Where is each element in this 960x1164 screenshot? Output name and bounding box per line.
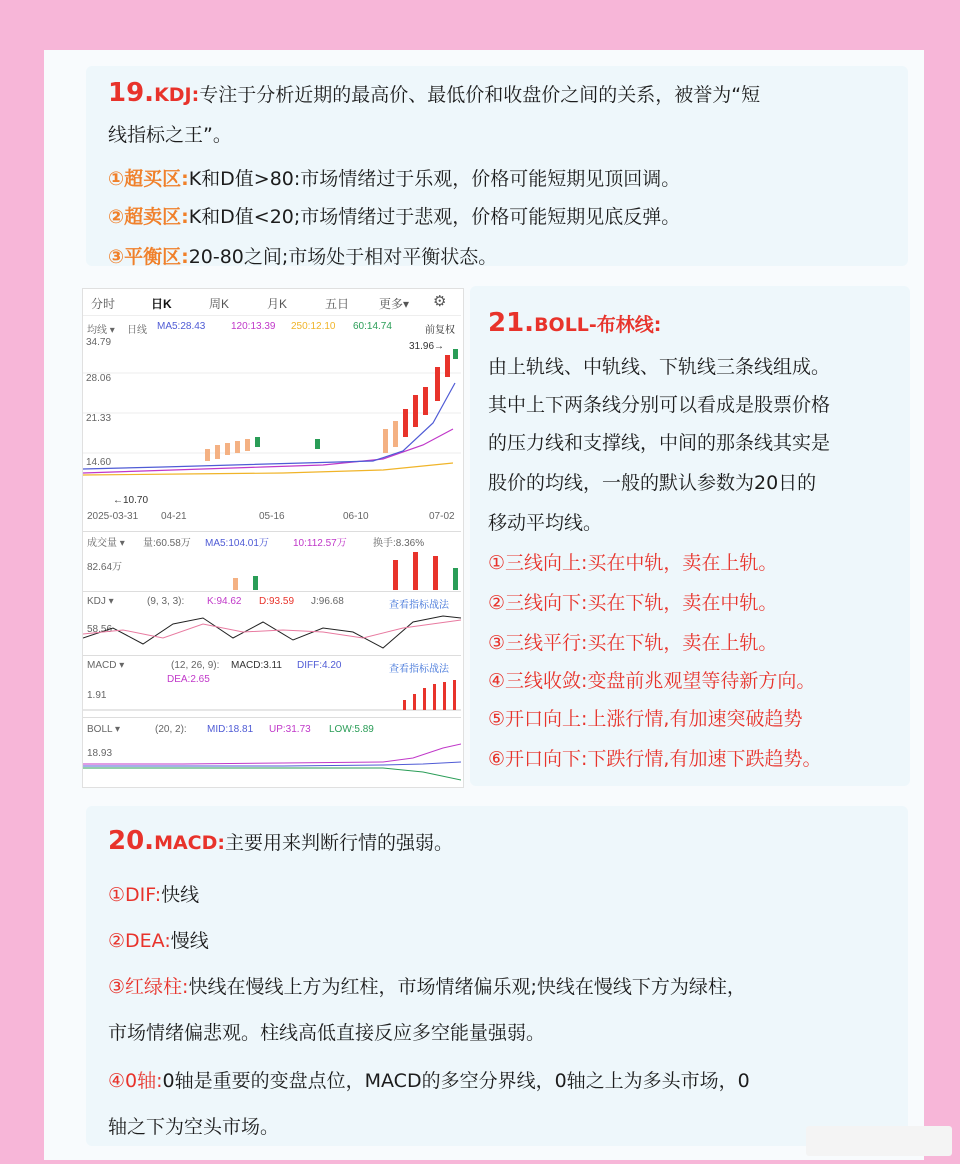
ma60-value: 60:14.74 — [353, 321, 392, 332]
boll-item: ①三线向上:买在中轨，卖在上轨。 — [488, 552, 778, 574]
macd-params: (12, 26, 9): — [171, 660, 220, 671]
macd-item2-text: 慢线 — [170, 930, 209, 952]
candle — [445, 355, 450, 377]
macd-panel — [83, 655, 461, 716]
macd-bar — [423, 688, 426, 710]
boll-desc-line: 的压力线和支撑线，中间的那条线其实是 — [488, 432, 831, 454]
boll-up-line — [83, 744, 461, 764]
kdj-d-value: D:93.59 — [259, 596, 295, 607]
tab-intraday[interactable]: 分时 — [91, 297, 116, 311]
boll-lines — [83, 738, 461, 784]
stock-chart-screenshot — [82, 288, 464, 788]
price-axis-label: 14.60 — [86, 457, 112, 468]
candle — [225, 443, 230, 455]
macd-item3-label: ③红绿柱: — [108, 976, 189, 998]
macd-heading — [108, 828, 453, 856]
macd-number: 20. — [108, 826, 155, 856]
macd-item4-label: ④0轴: — [108, 1070, 163, 1092]
ma250-line — [83, 463, 453, 475]
tab-more[interactable]: 更多▾ — [379, 297, 410, 311]
low-marker: ←10.70 — [113, 495, 149, 506]
macd-histogram — [83, 680, 461, 716]
ma5-value: MA5:28.43 — [157, 321, 206, 332]
kdj-item1-label: ①超买区: — [108, 168, 189, 190]
ma120-value: 120:13.39 — [231, 321, 276, 332]
candle — [423, 387, 428, 415]
volume-bar — [393, 560, 398, 590]
boll-number: 21. — [488, 308, 535, 338]
kdj-k-value: K:94.62 — [207, 596, 242, 607]
volume-bar — [433, 556, 438, 590]
tab-monthly-k[interactable]: 月K — [267, 297, 288, 311]
macd-item3-text-2: 市场情绪偏悲观。柱线高低直接反应多空能量强弱。 — [108, 1022, 546, 1044]
kdj-number: 19. — [108, 78, 155, 108]
kdj-selector[interactable]: KDJ ▾ — [87, 596, 114, 607]
volume-bars — [83, 548, 461, 590]
candle — [215, 445, 220, 459]
macd-view-link[interactable]: 查看指标战法 — [389, 664, 449, 675]
date-label: 06-10 — [343, 511, 369, 522]
adjust-mode[interactable]: 前复权 — [425, 325, 455, 336]
candlestick-chart — [83, 333, 461, 513]
kdj-name: KDJ: — [154, 84, 200, 106]
price-axis-label: 21.33 — [86, 413, 112, 424]
volume-bar — [253, 576, 258, 590]
boll-desc-line: 移动平均线。 — [488, 512, 603, 534]
candle — [235, 441, 240, 453]
kdj-item2-text: K和D值<20;市场情绪过于悲观，价格可能短期见底反弹。 — [188, 206, 681, 228]
date-label: 2025-03-31 — [87, 511, 139, 522]
kdj-item2-label: ②超卖区: — [108, 206, 189, 228]
candle — [255, 437, 260, 447]
macd-dea-value: DEA:2.65 — [167, 674, 210, 685]
kdj-desc-2: 线指标之王”。 — [108, 124, 232, 146]
volume-bar — [453, 568, 458, 590]
ma250-value: 250:12.10 — [291, 321, 336, 332]
boll-name: BOLL-布林线: — [534, 314, 662, 336]
kdj-params: (9, 3, 3): — [147, 596, 185, 607]
boll-item: ⑥开口向下:下跌行情,有加速下跌趋势。 — [488, 748, 822, 770]
macd-bar — [443, 682, 446, 710]
price-axis-label: 34.79 — [86, 337, 112, 348]
tab-five-day[interactable]: 五日 — [325, 297, 350, 311]
kdj-item-oversold — [108, 204, 680, 230]
boll-heading — [488, 310, 661, 338]
period-label: 日线 — [127, 325, 147, 336]
candle — [383, 429, 388, 453]
tab-weekly-k[interactable]: 周K — [209, 297, 230, 311]
candle — [403, 409, 408, 437]
macd-desc: 主要用来判断行情的强弱。 — [225, 832, 454, 854]
kdj-j-value: J:96.68 — [311, 596, 344, 607]
boll-mid-value: MID:18.81 — [207, 724, 254, 735]
date-label: 07-02 — [429, 511, 455, 522]
candle — [245, 439, 250, 451]
volume-ma5: MA5:104.01万 — [205, 538, 269, 549]
kdj-j-line — [83, 616, 461, 648]
boll-low-line — [83, 768, 461, 780]
macd-bar — [413, 694, 416, 710]
boll-low-value: LOW:5.89 — [329, 724, 374, 735]
kdj-axis-label: 58.56 — [87, 624, 113, 635]
kdj-item3-label: ③平衡区: — [108, 246, 189, 268]
date-label: 05-16 — [259, 511, 285, 522]
price-axis-label: 28.06 — [86, 373, 112, 384]
volume-axis-label: 82.64万 — [87, 562, 123, 573]
boll-item: ③三线平行:买在下轨，卖在上轨。 — [488, 632, 778, 654]
macd-item-dea — [108, 928, 209, 954]
kdj-desc-1: 专注于分析近期的最高价、最低价和收盘价之间的关系，被誉为“短 — [199, 84, 761, 106]
watermark — [806, 1126, 952, 1156]
macd-bar — [403, 700, 406, 710]
high-marker: 31.96→ — [409, 341, 445, 352]
volume-selector[interactable]: 成交量 ▾ — [87, 538, 125, 549]
boll-up-value: UP:31.73 — [269, 724, 311, 735]
macd-item-zero-axis — [108, 1068, 750, 1094]
tab-daily-k[interactable]: 日K — [151, 297, 172, 311]
boll-desc-line: 由上轨线、中轨线、下轨线三条线组成。 — [488, 356, 831, 378]
candle — [413, 395, 418, 427]
volume-bar — [233, 578, 238, 590]
volume-panel — [83, 531, 461, 590]
macd-bar — [433, 684, 436, 710]
macd-item1-label: ①DIF: — [108, 884, 162, 906]
macd-selector[interactable]: MACD ▾ — [87, 660, 125, 671]
candle — [435, 367, 440, 401]
volume-value: 量:60.58万 — [143, 538, 191, 549]
candle — [393, 421, 398, 447]
candle — [205, 449, 210, 461]
boll-panel — [83, 717, 461, 786]
macd-value: MACD:3.11 — [231, 660, 282, 671]
candle — [315, 439, 320, 449]
macd-diff-value: DIFF:4.20 — [297, 660, 342, 671]
boll-selector[interactable]: BOLL ▾ — [87, 724, 120, 735]
kdj-view-link[interactable]: 查看指标战法 — [389, 600, 449, 611]
boll-item: ④三线收敛:变盘前兆观望等待新方向。 — [488, 670, 816, 692]
macd-item3-text: 快线在慢线上方为红柱，市场情绪偏乐观;快线在慢线下方为绿柱， — [188, 976, 746, 998]
macd-item1-text: 快线 — [161, 884, 200, 906]
candles — [205, 349, 458, 461]
boll-desc-line: 其中上下两条线分别可以看成是股票价格 — [488, 394, 831, 416]
kdj-heading — [108, 80, 760, 108]
boll-desc-line: 股价的均线，一般的默认参数为20日的 — [488, 472, 817, 494]
volume-ma10: 10:112.57万 — [293, 538, 347, 549]
macd-bar — [453, 680, 456, 710]
kdj-item-overbought — [108, 166, 680, 192]
kdj-item3-text: 20-80之间;市场处于相对平衡状态。 — [188, 246, 498, 268]
ma5-line — [83, 383, 455, 469]
chart-tabs — [83, 289, 461, 316]
turnover-rate: 换手:8.36% — [373, 538, 425, 549]
boll-item: ②三线向下:买在下轨，卖在中轨。 — [488, 592, 778, 614]
boll-params: (20, 2): — [155, 724, 187, 735]
kdj-panel — [83, 591, 461, 654]
boll-item: ⑤开口向上:上涨行情,有加速突破趋势 — [488, 708, 803, 730]
kdj-item1-text: K和D值>80:市场情绪过于乐观，价格可能短期见顶回调。 — [188, 168, 681, 190]
ma-selector[interactable]: 均线 ▾ — [87, 325, 115, 336]
macd-axis-label: 1.91 — [87, 690, 107, 701]
macd-item-dif — [108, 882, 199, 908]
macd-name: MACD: — [154, 832, 225, 854]
kdj-lines — [83, 608, 461, 654]
settings-icon[interactable]: ⚙ — [433, 293, 447, 310]
macd-item-bars — [108, 974, 746, 1000]
volume-bar — [413, 552, 418, 590]
candle — [453, 349, 458, 359]
macd-item4-text: 0轴是重要的变盘点位，MACD的多空分界线，0轴之上为多头市场，0 — [162, 1070, 750, 1092]
date-label: 04-21 — [161, 511, 187, 522]
macd-item2-label: ②DEA: — [108, 930, 171, 952]
macd-item4-text-2: 轴之下为空头市场。 — [108, 1116, 280, 1138]
boll-axis-label: 18.93 — [87, 748, 113, 759]
kdj-item-balance — [108, 244, 497, 270]
